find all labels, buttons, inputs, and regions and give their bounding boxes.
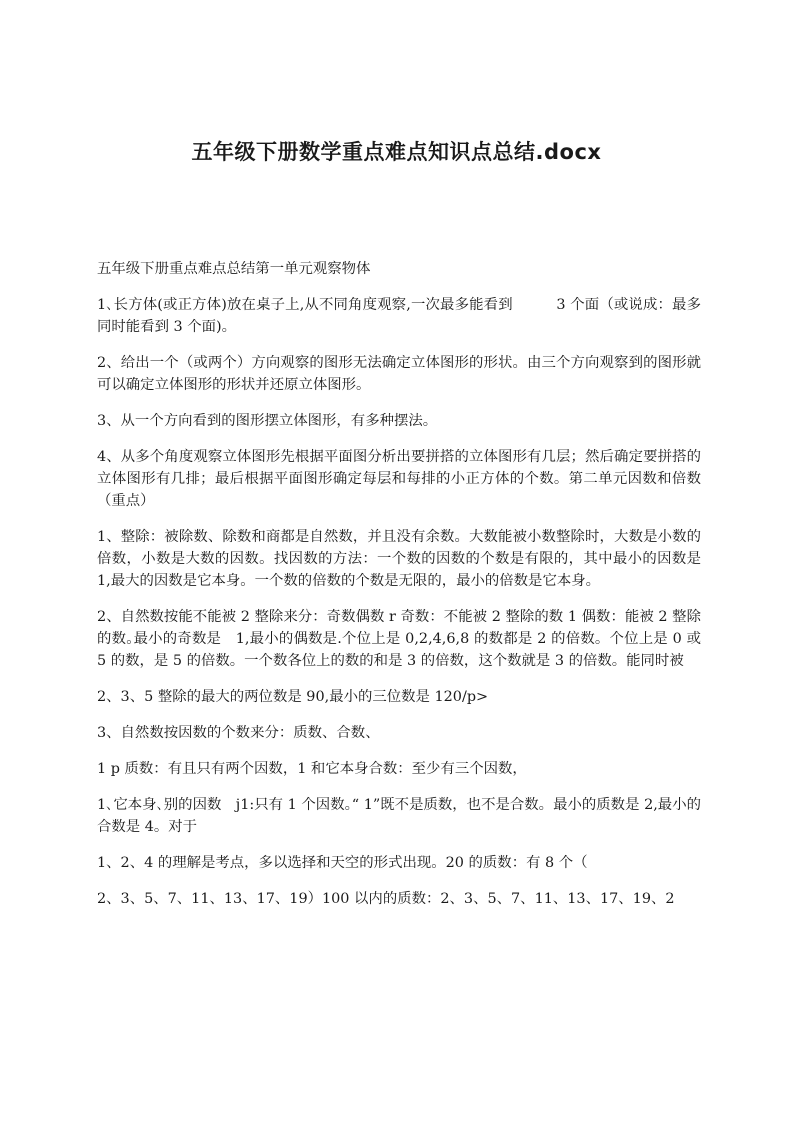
paragraph: 1､长方体(或正方体)放在桌子上,从不同角度观察,一次最多能看到 3 个面（或说成：最多同时能看到 3 个面)。 [97, 297, 701, 335]
document-title: 五年级下册数学重点难点知识点总结.docx [191, 140, 602, 164]
paragraph: 2、3、5、7、11、13、17、19）100 以内的质数：2、3、5、7、11、13、17、19、2 [97, 891, 675, 907]
document-body [97, 258, 701, 924]
paragraph: 1､它本身､别的因数 j1:只有 1 个因数｡“ 1”既不是质数，也不是合数。最小的质数是 2,最小的合数是 4。对于 [97, 797, 701, 835]
paragraph: 1、整除：被除数、除数和商都是自然数，并且没有余数。大数能被小数整除时，大数是小数的倍数，小数是大数的因数。找因数的方法：一个数的因数的个数是有限的，其中最小的因数是 1,最大的因数是它本身。一个数的倍数的个数是无限的，最小的倍数是它本身。 [97, 529, 701, 589]
section-heading: 五年级下册重点难点总结第一单元观察物体 [97, 261, 371, 277]
paragraph: 4、从多个角度观察立体图形先根据平面图分析出要拼搭的立体图形有几层；然后确定要拼搭的立体图形有几排；最后根据平面图形确定每层和每排的小正方体的个数。第二单元因数和倍数（重点） [97, 449, 701, 509]
paragraph: 2、给出一个（或两个）方向观察的图形无法确定立体图形的形状。由三个方向观察到的图形就可以确定立体图形的形状并还原立体图形。 [97, 355, 701, 393]
paragraph: 3、从一个方向看到的图形摆立体图形，有多种摆法。 [97, 413, 438, 429]
paragraph: 1、2、4 的理解是考点，多以选择和天空的形式出现。20 的质数：有 8 个（ [97, 855, 588, 871]
paragraph: 2、自然数按能不能被 2 整除来分：奇数偶数 r 奇数：不能被 2 整除的数 1 偶数：能被 2 整除的数｡最小的奇数是 1,最小的偶数是.个位上是 0,2,4,6,8 的数都是 2 的倍数。个位上是 0 或 5 的数，是 5 的倍数。一个数各位上的数的和是 3 的倍数，这个数就是 3 的倍数。能同时被 [97, 609, 701, 669]
paragraph: 3、自然数按因数的个数来分：质数、合数、 [97, 725, 380, 741]
paragraph: 1 p 质数：有且只有两个因数，1 和它本身合数：至少有三个因数， [97, 761, 527, 777]
paragraph: 2、3、5 整除的最大的两位数是 90,最小的三位数是 120/p> [97, 689, 489, 705]
